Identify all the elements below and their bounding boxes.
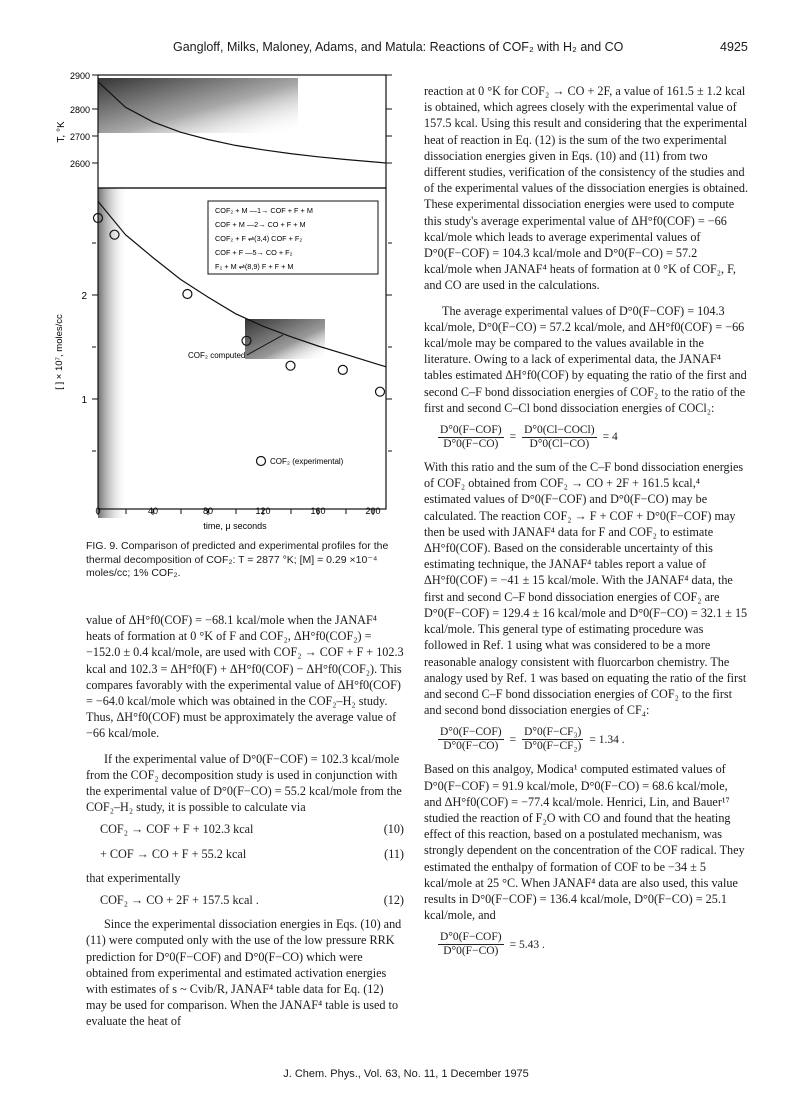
ratio1-numerator-b: D°0(Cl−COCl) (524, 424, 595, 437)
ratio1-denominator-b: D°0(Cl−CO) (529, 438, 590, 451)
reaction-4: COF + F —5→ CO + F₂ (215, 248, 293, 257)
concentration-axis-label: [ ] × 10⁷, moles/cc (54, 314, 65, 390)
equation-10 (86, 821, 404, 837)
reaction-3: COF₂ + F ⇌(3,4) COF + F₂ (215, 234, 303, 243)
temperature-tick-2700: 2700 (69, 132, 90, 142)
ratio3-denominator: D°0(F−CO) (443, 945, 499, 958)
right-paragraph-3: With this ratio and the sum of the C–F bond dissociation energies of COF₂ obtained from COF₂ → CO + 2F + 161.5 kcal,⁴ estimated values of D°0(F−COF) and D°0(F−CO) may be calculated. The reaction COF₂ → F + COF + D°0(F−COF) may then be used with JANAF⁴ data for F and COF₂ to estimate ΔH°f0(COF). Based on the considerable uncertainty of this estimating technique, the JANAF⁴ tables report a value of ΔH°f0(COF) = −41 ± 15 kcal/mole. With the JANAF⁴ data, the first and second C–F bond dissociation energies of COF₂ are D°0(F−COF) = 129.4 ± 16 kcal/mole and D°0(F−CO) = 32.1 ± 15 kcal/mole. This general type of estimating procedure was followed in Ref. 1 using what was considered to be a more reasonable analogy consistent with fluorcarbon chemistry. The analogy used by Ref. 1 was based on equating the ratio of the first and second C–F bond dissociation energies of COF₂ to the first and second bond dissociation energies of CF₄: (424, 460, 748, 718)
time-tick-120: 120 (255, 506, 271, 516)
left-paragraph-1: value of ΔH°f0(COF) = −68.1 kcal/mole when the JANAF⁴ heats of formation at 0 °K of F and COF₂, ΔH°f0(COF₂) = −152.0 ± 0.4 kcal/mole, are used with COF₂ → COF + F + 102.3 kcal and 102.3 = ΔH°f0(F) + ΔH°f0(COF) − ΔH°f0(COF₂). This compares favorably with the experimental value of ΔH°f0(COF) = −64.0 kcal/mole which was obtained in the COF₂–H₂ study. Thus, ΔH°f0(COF) must be approximately the average value of −66 kcal/mole. (86, 613, 404, 741)
temperature-tick-2600: 2600 (69, 159, 90, 169)
scan-shade-left (98, 188, 128, 518)
left-paragraph-2: If the experimental value of D°0(F−COF) = 102.3 kcal/mole from the COF₂ decomposition study is used in conjunction with the experimental value of D°0(F−CO) = 55.2 kcal/mole from the COF₂–H₂ study, it is possible to calculate via (86, 751, 402, 815)
reaction-2: COF + M —2→ CO + F + M (215, 220, 306, 229)
time-axis-label: time, μ seconds (203, 521, 267, 531)
reaction-mechanism-box (208, 201, 378, 274)
legend-marker (257, 457, 266, 466)
equation-10-number: (10) (383, 822, 404, 837)
right-paragraph-2: The average experimental values of D°0(F−COF) = 104.3 kcal/mole, D°0(F−CO) = 57.2 kcal/mole, and ΔH°f0(COF) = −66 kcal/mole may be compared to the values available in the literature. Owing to a lack of experimental data, the JANAF⁴ tables estimated ΔH°f0(COF) by equating the ratio of the first and second C–F bond dissociation energies of COF₂ to the ratio of the first and second C–Cl bond dissociation energies of COCl₂: (424, 303, 747, 415)
equation-12-text: COF₂ → CO + 2F + 157.5 kcal . (100, 893, 259, 908)
reaction-5: F₂ + M ⇌(8,9) F + F + M (215, 262, 294, 271)
time-tick-40: 40 (147, 506, 159, 516)
running-title: Gangloff, Milks, Maloney, Adams, and Matula: Reactions of COF₂ with H₂ and CO (173, 40, 624, 54)
figure-caption: FIG. 9. Comparison of predicted and experimental profiles for the thermal decomposition of COF₂: T = 2877 °K; [M] = 0.29 ×10⁻⁴ moles/cc; 1% COF₂. (86, 540, 389, 579)
ratio2-numerator-a: D°0(F−COF) (440, 726, 502, 739)
ratio-equation-cocl2: $\frac{\text{D°0(F−COF)}}{D^\circ 0(F-CO)}$ = $\frac{\text{D°0(Cl−COCl)}}{D^\circ 0(Cl-CO)}$ = 4 (440, 424, 618, 451)
equation-11-text: + COF → CO + F + 55.2 kcal (100, 846, 247, 861)
right-paragraph-4: Based on this analgoy, Modica¹ computed estimated values of D°0(F−COF) = 91.9 kcal/mole, D°0(F−CO) = 68.6 kcal/mole, and ΔH°f0(COF) = −77.4 kcal/mole. Henrici, Lin, and Bauer¹⁷ studied the reaction of F₂O with CO and found that the heating effect of this reaction, based on a postulated mechanism, was strongly dependent on the concentration of the COF radical. They estimated the enthalpy of formation of COF to be −34 ± 5 kcal/mole at 25 °C. When JANAF⁴ data are also used, this value results in D°0(F−COF) = 136.4 kcal/mole, D°0(F−CO) = 25.1 kcal/mole, and (424, 762, 745, 923)
left-paragraph-4: Since the experimental dissociation energies in Eqs. (10) and (11) were computed only with the use of the low pressure RRK prediction for D°0(F−COF) and D°0(F−CO) which were obtained from experimental and estimated activation energies with estimates of s ~ Cvib/R, JANAF⁴ table data for Eq. (12) may be used for comparison. When the JANAF⁴ table is used to evaluate the heat of (86, 917, 402, 1029)
reaction-1: COF₂ + M —1→ COF + F + M (215, 206, 313, 215)
time-tick-200: 200 (365, 506, 381, 516)
ratio3-numerator: D°0(F−COF) (440, 931, 502, 944)
ratio2-denominator-b: D°0(F−CF₂) (524, 740, 582, 753)
ratio1-denominator-a: D°0(F−CO) (443, 438, 499, 451)
scan-shade-mid (245, 319, 325, 359)
ratio1-numerator-a: D°0(F−COF) (440, 424, 502, 437)
right-paragraph-1: reaction at 0 °K for COF₂ → CO + 2F, a value of 161.5 ± 1.2 kcal is obtained, which agrees closely with the experimental value of 157.5 kcal. Using this result and considering that the experimental heat of reaction in Eq. (12) is the sum of the two experimental dissociation energies given in Eqs. (10) and (11) from two different studies, verification of the consistency of the studies and of the experimental values of the dissociation energies is obtained. These experimental dissociation energies were used to compute this study's average experimental value of ΔH°f0(COF) = −66 kcal/mole which leads to average experimental values of D°0(F−COF) = 104.3 kcal/mole and D°0(F−CO) = 57.2 kcal/mole when JANAF⁴ heats of formation at 0 °K of COF₂, F, and CO are used in the calculations. (424, 84, 749, 293)
figure-9 (40, 68, 400, 533)
experimental-point (338, 365, 347, 374)
journal-footer: J. Chem. Phys., Vol. 63, No. 11, 1 December 1975 (283, 1068, 529, 1080)
ratio2-denominator-a: D°0(F−CO) (443, 740, 499, 753)
ratio1-value: = 4 (602, 431, 618, 444)
equation-12-number: (12) (383, 893, 404, 908)
ratio2-value: = 1.34 . (589, 733, 625, 746)
ratio-equation-cf4: $\frac{\text{D°0(F−COF)}}{D^\circ 0(F-CO)}$ = $\frac{\text{D°0(F−CF₃)}}{\text{D°0(F−CF₂)}}$ = 1.34 . (440, 726, 625, 753)
legend-label: COF₂ (experimental) (270, 457, 344, 466)
ratio2-numerator-b: D°0(F−CF₃) (524, 726, 582, 739)
right-column (424, 83, 748, 966)
time-tick-0: 0 (95, 506, 101, 516)
concentration-tick-1: 1 (81, 395, 87, 406)
experimental-point (286, 361, 295, 370)
scan-shade-top (98, 78, 298, 133)
concentration-tick-2: 2 (81, 291, 87, 302)
ratio3-value: = 5.43 . (509, 938, 545, 951)
experimental-point (376, 387, 385, 396)
time-axis (95, 506, 380, 531)
equation-10-text: COF₂ → COF + F + 102.3 kcal (100, 822, 254, 837)
equation-12 (86, 892, 404, 908)
temperature-tick-2800: 2800 (69, 105, 90, 115)
time-tick-80: 80 (202, 506, 214, 516)
temperature-axis-label: T, °K (56, 121, 67, 143)
time-tick-160: 160 (310, 506, 326, 516)
experimental-point (183, 290, 192, 299)
equation-11 (86, 846, 404, 862)
legend (257, 457, 344, 467)
ratio-equation-henrici (438, 931, 748, 958)
page-number: 4925 (720, 40, 748, 54)
equation-11-number: (11) (384, 846, 404, 861)
left-column (86, 612, 404, 1030)
left-paragraph-3: that experimentally (86, 870, 181, 885)
temperature-tick-2900: 2900 (69, 71, 90, 81)
computed-label: COF₂ computed (188, 351, 246, 360)
